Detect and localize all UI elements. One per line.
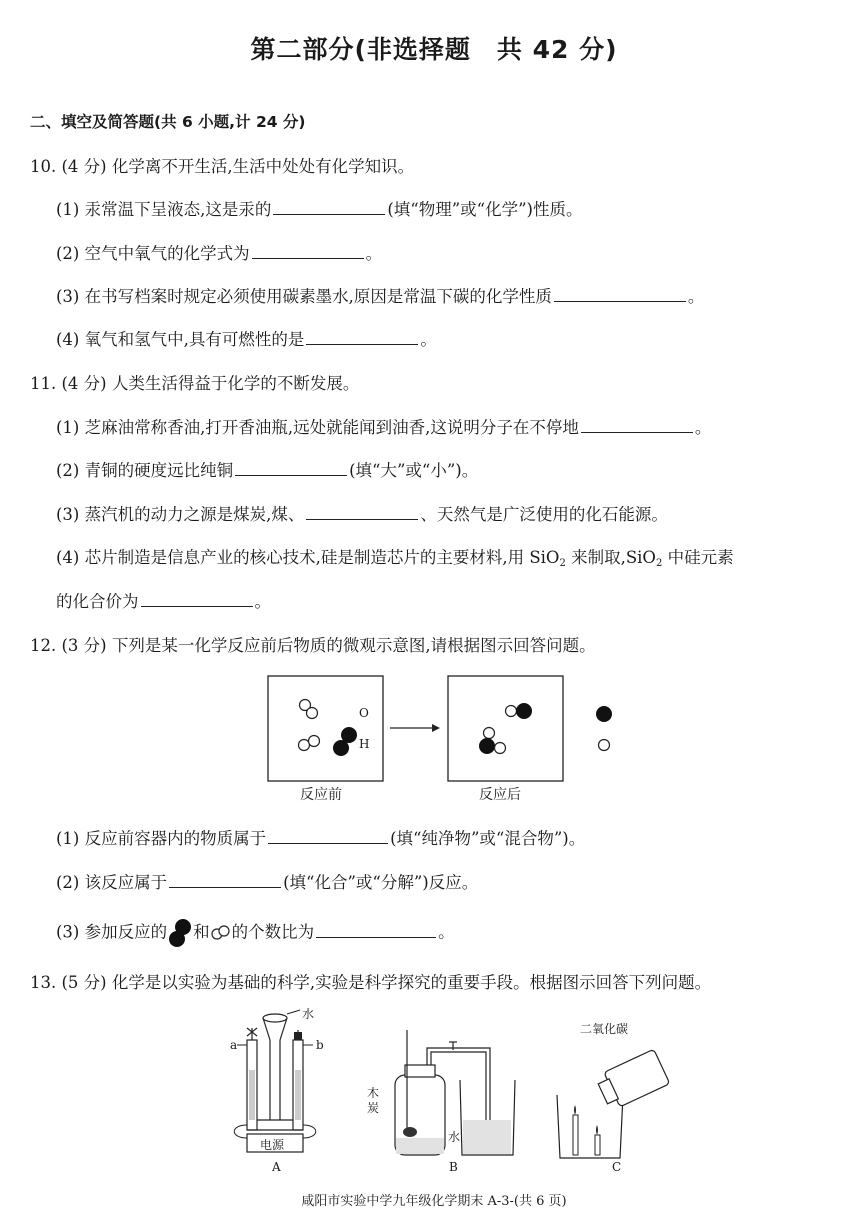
answer-blank[interactable] [141,592,253,607]
apparatus-b-charcoal-1: 木 [367,1086,380,1100]
apparatus-a-power: 电源 [260,1138,285,1152]
q11-part4: (4) 芯片制造是信息产业的核心技术,硅是制造芯片的主要材料,用 SiO2 来制取,SiO2 中硅元素 [56,548,734,569]
answer-blank[interactable] [306,505,418,520]
apparatus-b-combustion [365,1020,515,1160]
answer-blank[interactable] [268,829,388,844]
apparatus-a-water-label: 水 [302,1007,315,1021]
q11-part2: (2) 青铜的硬度远比纯铜 (填“大”或“小”)。 [56,461,479,480]
section-heading: 二、填空及简答题(共 6 小题,计 24 分) [30,113,306,131]
apparatus-b-caption: B [449,1160,458,1174]
answer-blank[interactable] [316,923,436,938]
q10-part4: (4) 氧气和氢气中,具有可燃性的是 。 [56,330,437,349]
q12-part3: (3) 参加反应的 和 的个数比为 。 [56,918,455,948]
q10-part2: (2) 空气中氧气的化学式为 。 [56,244,383,263]
q11-part3: (3) 蒸汽机的动力之源是煤炭,煤、 、天然气是广泛使用的化石能源。 [56,505,668,524]
answer-blank[interactable] [554,287,686,302]
page-footer: 咸阳市实验中学九年级化学期末 A-3-(共 6 页) [301,1194,567,1209]
answer-blank[interactable] [306,330,418,345]
q11-part4-cont: 的化合价为 。 [56,592,271,611]
answer-blank[interactable] [235,461,347,476]
answer-blank[interactable] [169,873,281,888]
apparatus-c-caption: C [612,1160,622,1174]
q10-part1: (1) 汞常温下呈液态,这是汞的 (填“物理”或“化学”)性质。 [56,200,583,219]
apparatus-b-water: 水 [448,1130,461,1144]
q12-part2: (2) 该反应属于 (填“化合”或“分解”)反应。 [56,873,479,892]
q12-stem: 12. (3 分) 下列是某一化学反应前后物质的微观示意图,请根据图示回答问题。 [30,636,596,655]
answer-blank[interactable] [252,244,364,259]
hydrogen-molecule-icon [210,925,232,941]
q10-stem: 10. (4 分) 化学离不开生活,生活中处处有化学知识。 [30,157,415,176]
q11-stem: 11. (4 分) 人类生活得益于化学的不断发展。 [30,374,360,393]
apparatus-a-caption: A [272,1160,281,1174]
legend-hydrogen: H [359,737,370,751]
page-title: 第二部分(非选择题 共 42 分) [250,35,618,64]
q12-part1: (1) 反应前容器内的物质属于 (填“纯净物”或“混合物”)。 [56,829,586,848]
caption-after: 反应后 [479,787,521,803]
legend-oxygen: O [359,706,369,720]
apparatus-c-co2-label: 二氧化碳 [580,1022,629,1036]
oxygen-molecule-icon [167,918,193,948]
apparatus-b-charcoal-2: 炭 [367,1101,380,1115]
apparatus-a-label-b: b [316,1038,324,1052]
apparatus-a-label-a: a [230,1038,238,1052]
answer-blank[interactable] [581,418,693,433]
caption-before: 反应前 [300,787,342,803]
q13-stem: 13. (5 分) 化学是以实验为基础的科学,实验是科学探究的重要手段。根据图示回答下列问题。 [30,973,712,992]
q10-part3: (3) 在书写档案时规定必须使用碳素墨水,原因是常温下碳的化学性质 。 [56,287,705,306]
answer-blank[interactable] [273,200,385,215]
q11-part1: (1) 芝麻油常称香油,打开香油瓶,远处就能闻到油香,这说明分子在不停地 。 [56,418,712,437]
apparatus-c-co2-candles [555,1040,675,1160]
